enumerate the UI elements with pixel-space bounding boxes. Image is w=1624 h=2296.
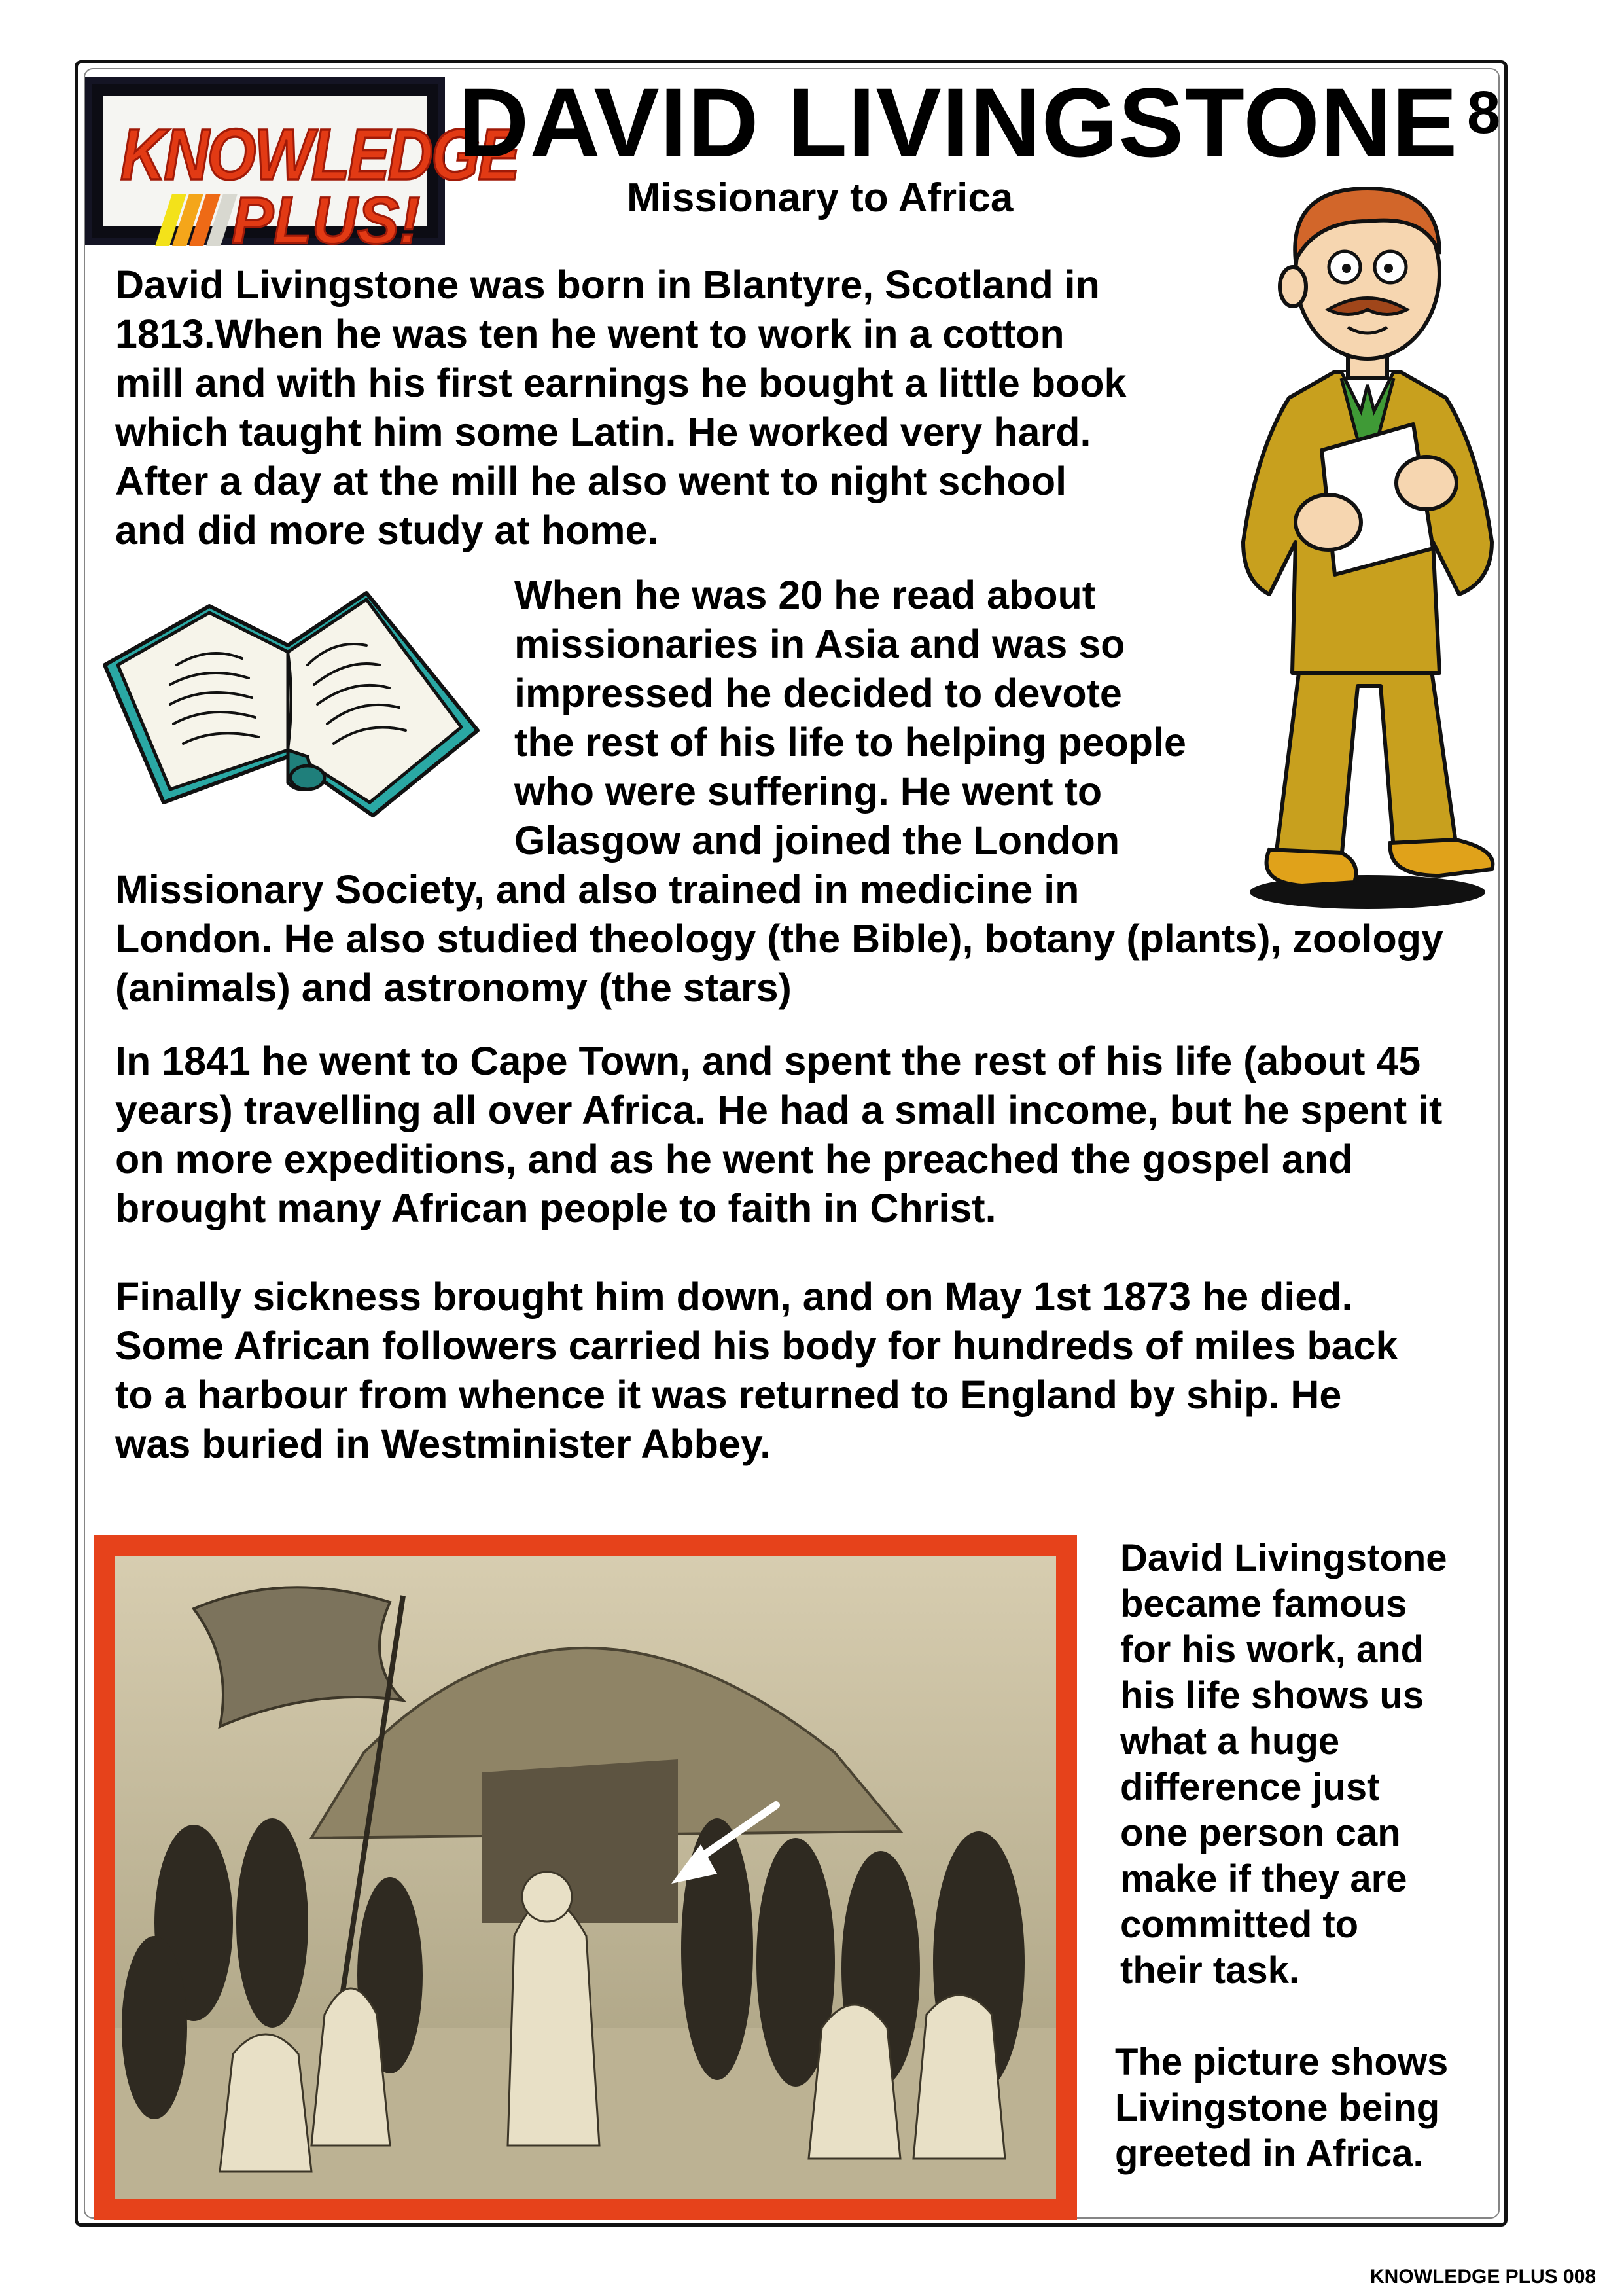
- text-line: Finally sickness brought him down, and on May 1st 1873 he died.: [115, 1274, 1353, 1319]
- text-line: When he was 20 he read about: [514, 573, 1096, 617]
- text-line: Livingstone being: [1115, 2087, 1440, 2129]
- text-line: mill and with his first earnings he bought a little book: [115, 361, 1127, 405]
- paragraph-death: [115, 1272, 1398, 1469]
- text-line: for his work, and: [1120, 1628, 1424, 1671]
- book-illustration: [92, 567, 484, 835]
- text-line: difference just: [1120, 1766, 1380, 1808]
- text-line: brought many African people to faith in Christ.: [115, 1186, 997, 1230]
- text-line: David Livingstone was born in Blantyre, Scotland in: [115, 262, 1100, 307]
- text-line: became famous: [1120, 1583, 1407, 1625]
- cartoon-man-illustration: [1230, 175, 1505, 915]
- text-line: his life shows us: [1120, 1674, 1424, 1717]
- text-line: 1813.When he was ten he went to work in a cotton: [115, 312, 1065, 356]
- sidebar-famous-text: [1120, 1535, 1500, 1994]
- text-line: After a day at the mill he also went to night school: [115, 459, 1067, 503]
- knowledge-plus-logo: [85, 77, 518, 258]
- engraving-photo-frame: [94, 1535, 1077, 2220]
- text-line: was buried in Westminister Abbey.: [115, 1422, 771, 1466]
- text-line: missionaries in Asia and was so: [514, 622, 1125, 666]
- page-title: DAVID LIVINGSTONE: [458, 67, 1458, 177]
- text-line: (animals) and astronomy (the stars): [115, 965, 792, 1010]
- text-line: and did more study at home.: [115, 508, 659, 552]
- text-line: David Livingstone: [1120, 1537, 1447, 1579]
- text-line: which taught him some Latin. He worked very hard.: [115, 410, 1091, 454]
- text-line: Some African followers carried his body for hundreds of miles back: [115, 1323, 1398, 1368]
- text-line: impressed he decided to devote: [514, 671, 1122, 715]
- paragraph-africa: [115, 1037, 1442, 1233]
- text-line: to a harbour from whence it was returned to England by ship. He: [115, 1372, 1342, 1417]
- text-line: who were suffering. He went to: [514, 769, 1103, 814]
- logo-word-knowledge: KNOWLEDGE: [120, 115, 518, 196]
- logo-word-plus: PLUS!: [232, 184, 420, 258]
- logo-stripes: [164, 194, 236, 246]
- sidebar-picture-caption: [1115, 2039, 1494, 2177]
- text-line: Glasgow and joined the London: [514, 818, 1120, 863]
- engraving-scene: [115, 1556, 1056, 2199]
- footer-label: KNOWLEDGE PLUS 008: [1370, 2266, 1597, 2287]
- page-number: 8: [1467, 79, 1501, 146]
- logo-panel: [103, 96, 518, 258]
- text-line: on more expeditions, and as he went he preached the gospel and: [115, 1137, 1353, 1181]
- text-line: the rest of his life to helping people: [514, 720, 1186, 764]
- text-line: greeted in Africa.: [1115, 2132, 1424, 2175]
- page-subtitle: Missionary to Africa: [627, 175, 1014, 221]
- text-line: Missionary Society, and also trained in medicine in: [115, 867, 1080, 912]
- paragraph-missionary-indented: [514, 571, 1186, 865]
- text-line: their task.: [1120, 1949, 1299, 1992]
- text-line: make if they are: [1120, 1857, 1407, 1900]
- engraving-photo: [115, 1556, 1056, 2199]
- text-line: London. He also studied theology (the Bible), botany (plants), zoology: [115, 916, 1443, 961]
- text-line: years) travelling all over Africa. He had a small income, but he spent it: [115, 1088, 1443, 1132]
- text-line: one person can: [1120, 1812, 1401, 1854]
- paragraph-early-life: [115, 260, 1126, 555]
- text-line: In 1841 he went to Cape Town, and spent the rest of his life (about 45: [115, 1039, 1421, 1083]
- text-line: what a huge: [1120, 1720, 1340, 1763]
- text-line: The picture shows: [1115, 2041, 1449, 2083]
- text-line: committed to: [1120, 1903, 1359, 1946]
